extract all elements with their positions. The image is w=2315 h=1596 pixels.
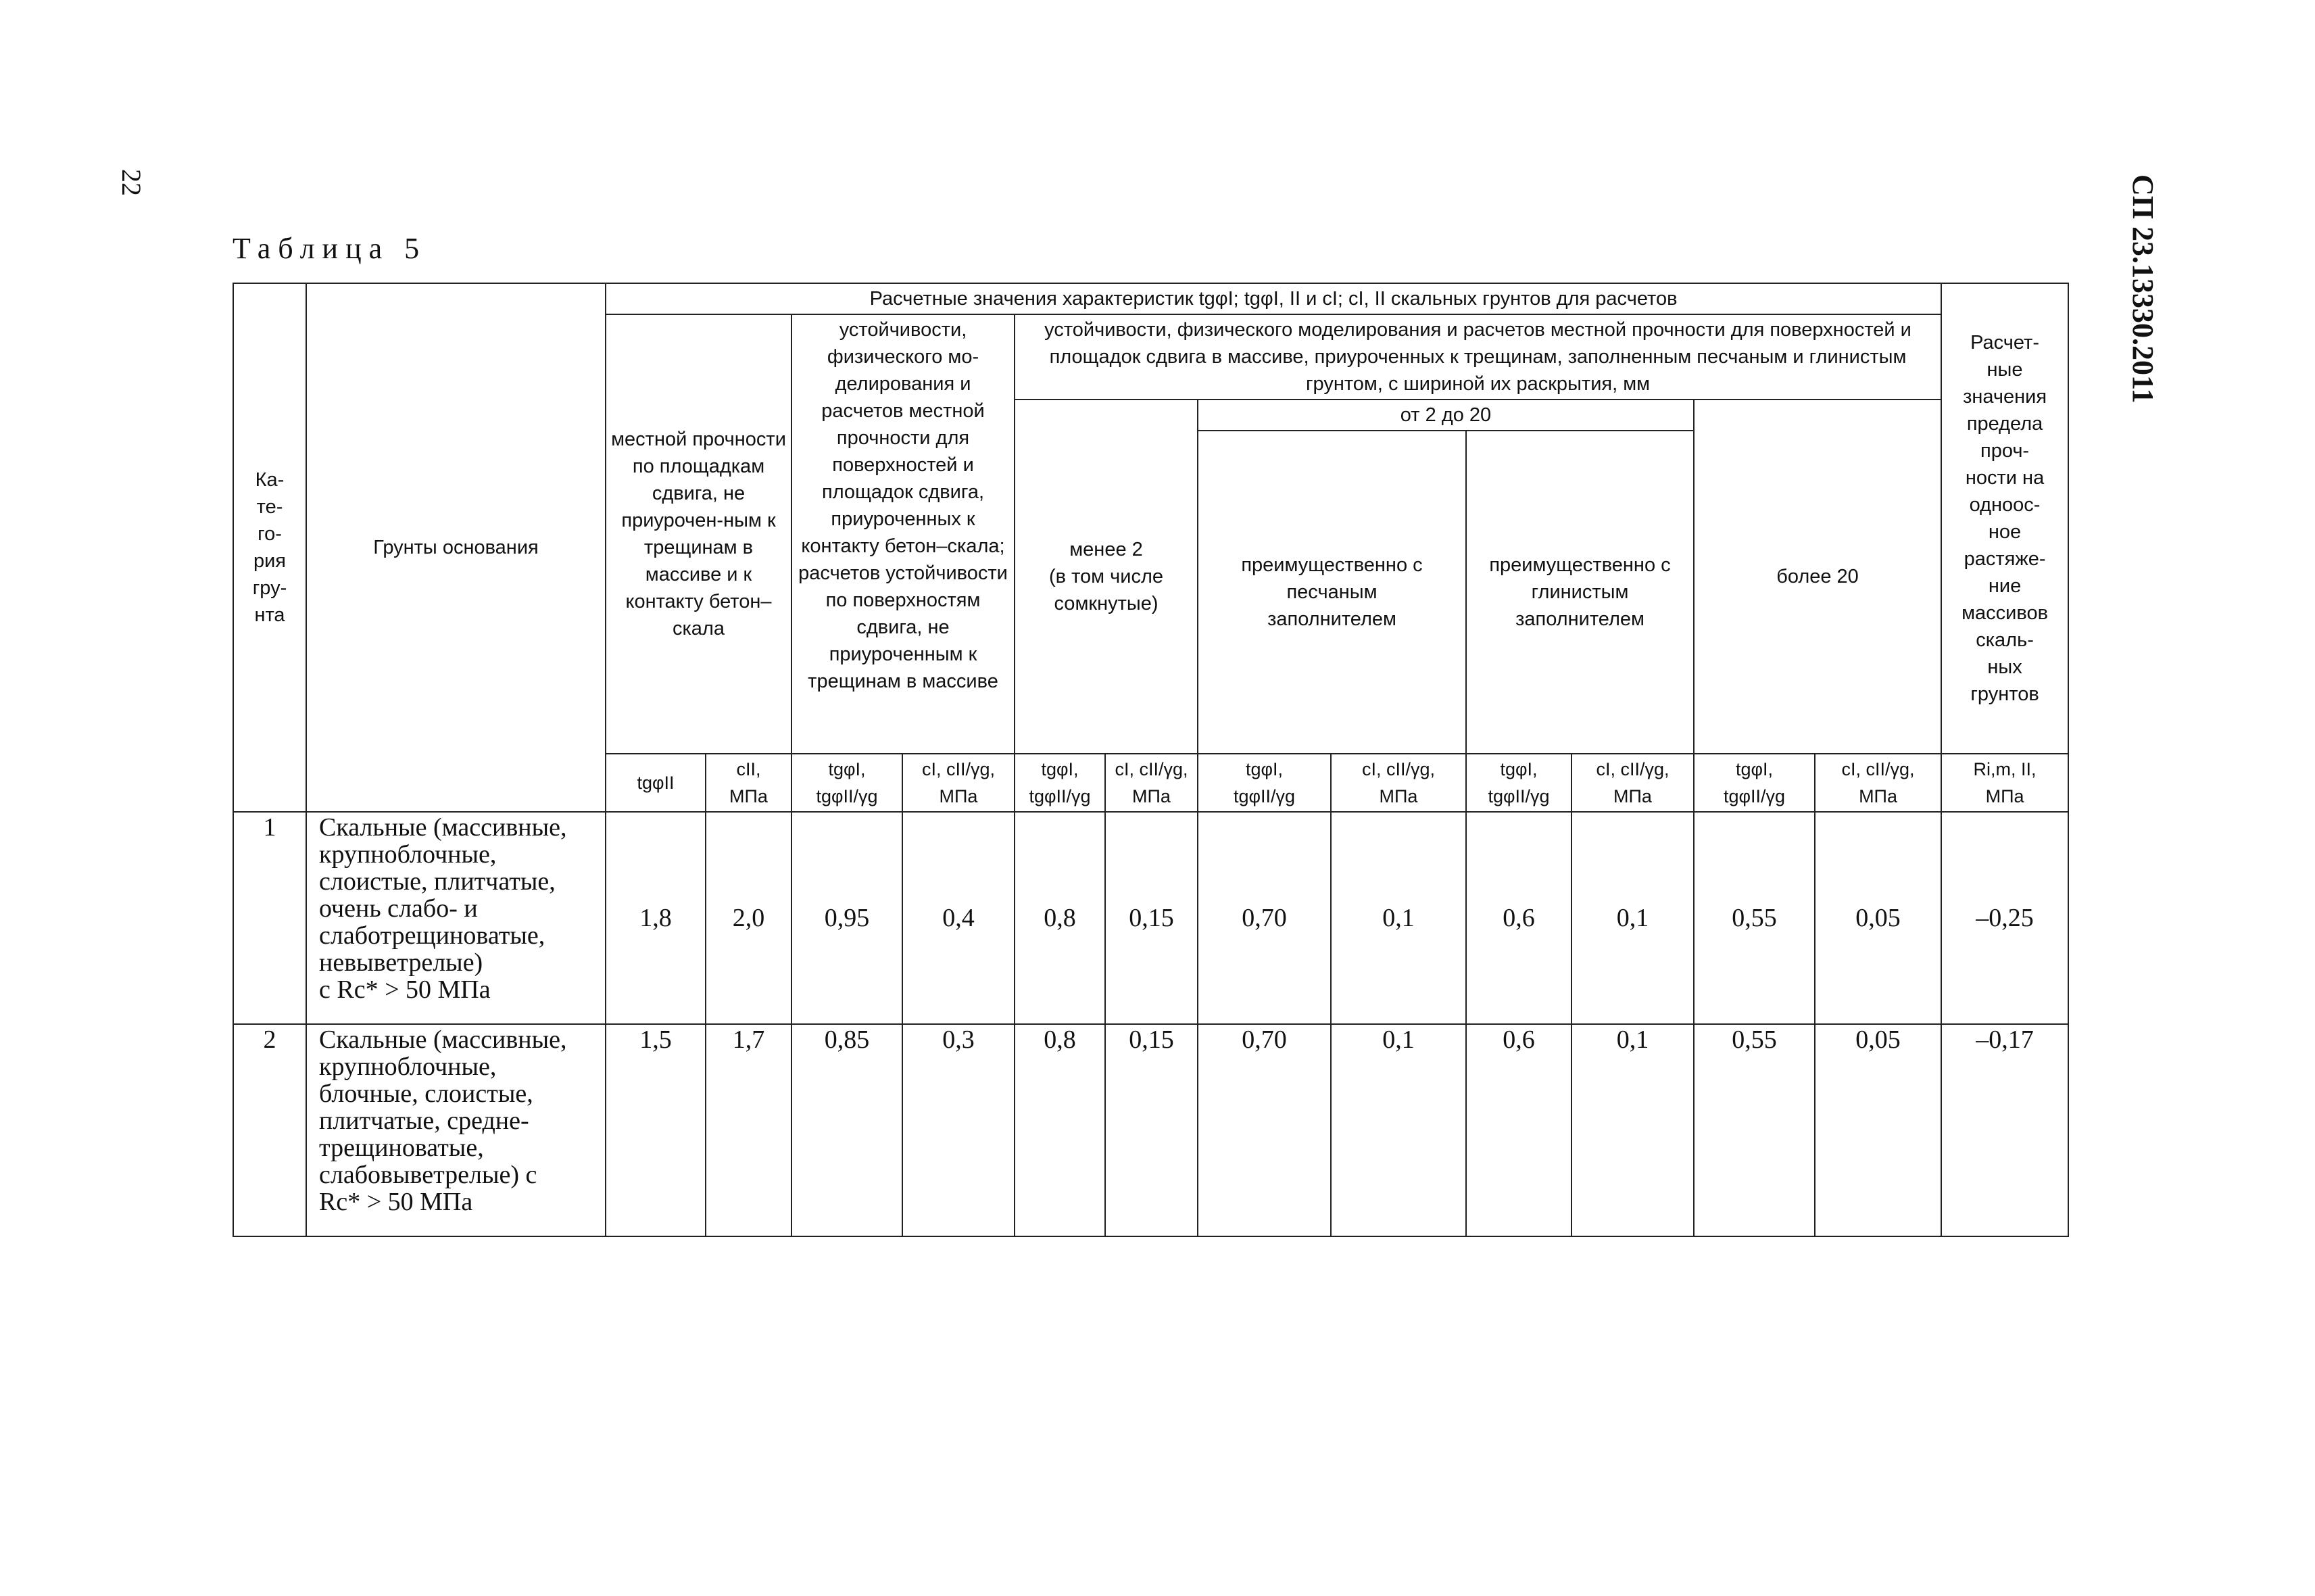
- subheader-cell: cI, cII/γg, МПа: [902, 754, 1015, 812]
- value-cell: –0,25: [1941, 812, 2068, 1024]
- page-number: 22: [116, 169, 147, 196]
- row-soil-description: Скальные (массивные, крупноблочные, блочные, слоистые, плитчатые, средне- трещиноватые, слабовыветрелые) с Rc* > 50 МПа: [306, 1024, 606, 1236]
- value-cell: –0,17: [1941, 1024, 2068, 1236]
- value-cell: 0,1: [1331, 812, 1466, 1024]
- subheader-cell: tgφI, tgφII/γg: [1015, 754, 1105, 812]
- subheader-cell: cII, МПа: [706, 754, 791, 812]
- row-soil-description: Скальные (массивные, крупноблочные, слоистые, плитчатые, очень слабо- и слаботрещиноватые, невыветрелые) с Rc* > 50 МПа: [306, 812, 606, 1024]
- subheader-cell: tgφI, tgφII/γg: [791, 754, 902, 812]
- value-cell: 1,5: [606, 1024, 706, 1236]
- value-cell: 1,8: [606, 812, 706, 1024]
- document-id: СП 23.13330.2011: [2126, 174, 2160, 404]
- row-category: 1: [233, 812, 306, 1024]
- subheader-cell: tgφI, tgφII/γg: [1198, 754, 1331, 812]
- value-cell: 0,6: [1466, 1024, 1571, 1236]
- value-cell: 0,1: [1571, 812, 1694, 1024]
- header-less-than-2: менее 2 (в том числе сомкнутые): [1015, 400, 1198, 754]
- value-cell: 0,8: [1015, 1024, 1105, 1236]
- value-cell: 0,95: [791, 812, 902, 1024]
- value-cell: 0,15: [1105, 812, 1198, 1024]
- header-tensile-strength: Расчет- ные значения предела проч- ности на одноос- ное растяже- ние массивов скаль- ных грунтов: [1941, 283, 2068, 754]
- header-crack-surfaces: устойчивости, физического моделирования и расчетов местной прочности для поверхностей и площадок сдвига в массиве, приуроченных к трещинам, заполненным песчаным и глинистым грунтом, с шириной их раскрытия, мм: [1015, 314, 1941, 400]
- table-row: [233, 1024, 2068, 1236]
- header-category: Ка- те- го- рия гру- нта: [233, 283, 306, 812]
- value-cell: 0,1: [1331, 1024, 1466, 1236]
- subheader-cell: tgφI, tgφII/γg: [1694, 754, 1815, 812]
- value-cell: 0,15: [1105, 1024, 1198, 1236]
- characteristics-table: [233, 283, 2069, 1237]
- subheader-cell: tgφII: [606, 754, 706, 812]
- value-cell: 0,70: [1198, 812, 1331, 1024]
- value-cell: 0,05: [1815, 1024, 1941, 1236]
- value-cell: 2,0: [706, 812, 791, 1024]
- table-row: [233, 812, 2068, 1024]
- subheader-cell: cI, cII/γg, МПа: [1815, 754, 1941, 812]
- value-cell: 0,3: [902, 1024, 1015, 1236]
- header-local-strength: местной прочности по площадкам сдвига, не приурочен-ным к трещинам в массиве и к контакту бетон–скала: [606, 314, 791, 754]
- value-cell: 1,7: [706, 1024, 791, 1236]
- row-category: 2: [233, 1024, 306, 1236]
- header-2-to-20: от 2 до 20: [1198, 400, 1694, 431]
- value-cell: 0,55: [1694, 812, 1815, 1024]
- value-cell: 0,05: [1815, 812, 1941, 1024]
- subheader-cell: cI, cII/γg, МПа: [1105, 754, 1198, 812]
- value-cell: 0,8: [1015, 812, 1105, 1024]
- header-group: Расчетные значения характеристик tgφI; tgφI, II и cI; cI, II скальных грунтов для расчетов: [606, 283, 1941, 314]
- subheader-cell: cI, cII/γg, МПа: [1571, 754, 1694, 812]
- value-cell: 0,70: [1198, 1024, 1331, 1236]
- header-stability-contact: устойчивости, физического мо-делирования и расчетов местной прочности для поверхностей и площадок сдвига, приуроченных к контакту бетон–скала; расчетов устойчивости по поверхностям сдвига, не приуроченным к трещинам в массиве: [791, 314, 1015, 754]
- subheader-cell: Ri,m, II, МПа: [1941, 754, 2068, 812]
- value-cell: 0,4: [902, 812, 1015, 1024]
- subheader-cell: cI, cII/γg, МПа: [1331, 754, 1466, 812]
- table-caption: Таблица 5: [233, 232, 427, 265]
- header-soils: Грунты основания: [306, 283, 606, 812]
- value-cell: 0,85: [791, 1024, 902, 1236]
- subheader-cell: tgφI, tgφII/γg: [1466, 754, 1571, 812]
- header-clayey-filler: преимущественно с глинистым заполнителем: [1466, 431, 1694, 754]
- value-cell: 0,6: [1466, 812, 1571, 1024]
- value-cell: 0,55: [1694, 1024, 1815, 1236]
- value-cell: 0,1: [1571, 1024, 1694, 1236]
- header-more-than-20: более 20: [1694, 400, 1941, 754]
- header-sandy-filler: преимущественно с песчаным заполнителем: [1198, 431, 1466, 754]
